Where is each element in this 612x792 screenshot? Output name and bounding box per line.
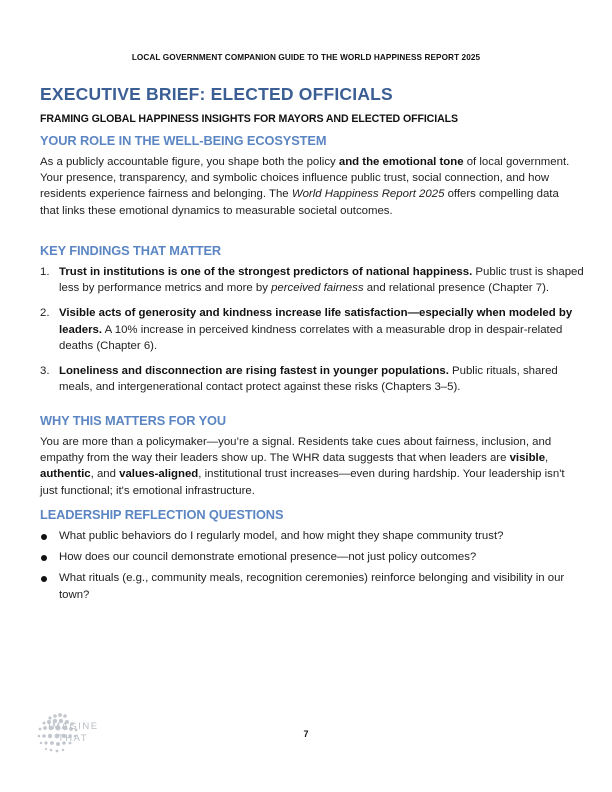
question-item: [40, 549, 585, 565]
finding-italic: perceived fairness: [271, 282, 364, 295]
bullet-icon: [41, 534, 47, 540]
finding-item: [40, 305, 585, 354]
finding-text-end: and relational presence (Chapter 7).: [363, 282, 550, 295]
finding-bold: Loneliness and disconnection are rising fastest in younger populations.: [59, 365, 449, 378]
why-text-1: You are more than a policymaker—you’re a signal. Residents take cues about fairness, inclusion, and empathy from the way their leaders show up. The WHR data suggests that when leaders are: [40, 436, 552, 465]
why-bold-values: values-aligned: [119, 468, 199, 481]
question-text: What public behaviors do I regularly model, and how might they shape community trust?: [59, 530, 504, 542]
page-subtitle: FRAMING GLOBAL HAPPINESS INSIGHTS FOR MAYORS AND ELECTED OFFICIALS: [40, 113, 458, 125]
role-text-3: offers compelling data that links these emotional dynamics to measurable societal outcomes.: [40, 188, 559, 217]
bullet-icon: [41, 576, 47, 582]
findings-list: [40, 264, 585, 395]
logo-text-imagine: IMAGINE: [48, 721, 99, 732]
finding-bold: Visible acts of generosity and kindness increase life satisfaction—especially when modeled by leaders.: [59, 307, 573, 336]
role-text-1: As a publicly accountable figure, you shape both the policy: [40, 156, 339, 168]
finding-number: 2.: [40, 307, 50, 320]
why-bold-visible: visible: [509, 452, 546, 465]
question-item: [40, 528, 585, 544]
role-text-italic: World Happiness Report 2025: [291, 188, 445, 201]
role-text-2: of local government. Your presence, transparency, and symbolic choices influence public trust, social connection, and how residents experience fairness and belonging. The: [40, 156, 570, 201]
section-heading-why: WHY THIS MATTERS FOR YOU: [40, 413, 227, 428]
why-text-2: ,: [545, 452, 549, 465]
finding-text: A 10% increase in perceived kindness correlates with a measurable drop in despair-related deaths (Chapter 6).: [59, 323, 563, 352]
page-title: EXECUTIVE BRIEF: ELECTED OFFICIALS: [40, 84, 393, 104]
question-item: [40, 570, 585, 602]
questions-list: [40, 528, 585, 603]
why-text-4: , institutional trust increases—even during hardship. Your leadership isn't just functional; it's emotional infrastructure.: [40, 468, 565, 497]
running-header: LOCAL GOVERNMENT COMPANION GUIDE TO THE WORLD HAPPINESS REPORT 2025: [131, 53, 481, 62]
question-text: How does our council demonstrate emotional presence—not just policy outcomes?: [59, 551, 477, 564]
section-heading-questions: LEADERSHIP REFLECTION QUESTIONS: [40, 507, 284, 522]
question-text: What rituals (e.g., community meals, recognition ceremonies) reinforce belonging and visibility in our town?: [59, 572, 565, 601]
why-paragraph: [40, 434, 585, 499]
logo-text-that: THAT: [58, 733, 89, 744]
page-number: 7: [303, 729, 309, 739]
bullet-icon: [41, 555, 47, 561]
role-text-bold: and the emotional tone: [338, 156, 464, 168]
finding-item: [40, 363, 585, 395]
finding-item: [40, 264, 585, 296]
role-paragraph: [40, 154, 580, 219]
why-text-3: , and: [90, 468, 120, 481]
finding-number: 3.: [40, 365, 50, 378]
finding-text: Public trust is shaped less by performance metrics and more by: [59, 266, 584, 295]
why-bold-authentic: authentic: [40, 468, 91, 481]
finding-number: 1.: [40, 266, 50, 278]
finding-text: Public rituals, shared meals, and intergenerational contact protect against these risks (Chapters 3–5).: [59, 365, 558, 394]
section-heading-role: YOUR ROLE IN THE WELL-BEING ECOSYSTEM: [40, 133, 327, 148]
section-heading-findings: KEY FINDINGS THAT MATTER: [40, 243, 222, 258]
finding-bold: Trust in institutions is one of the strongest predictors of national happiness.: [59, 266, 473, 278]
